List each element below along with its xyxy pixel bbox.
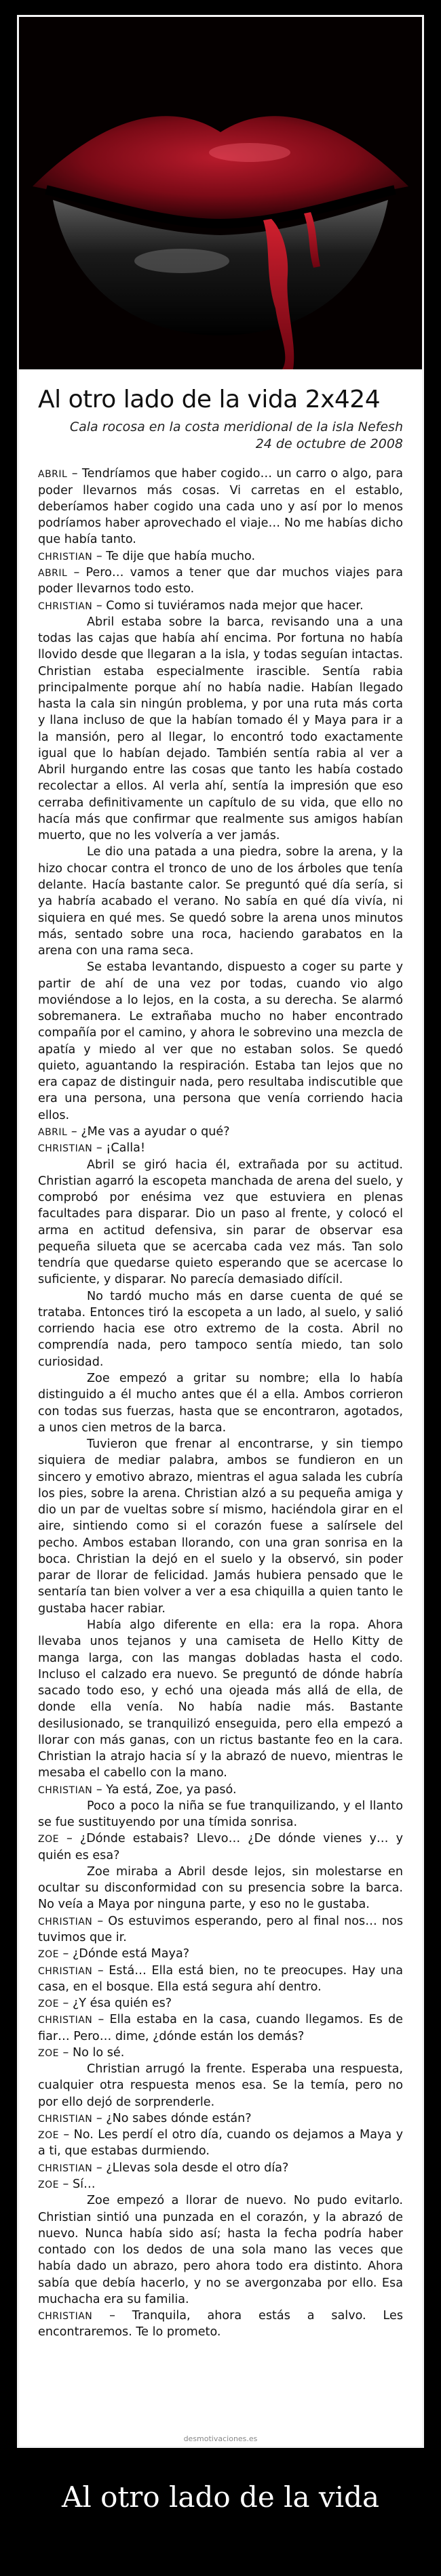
paragraph-text: Había algo diferente en ella: era la ropa. Ahora llevaba unos tejanos y una camiseta de Hello Kitty de manga larga, con las mangas dobladas hasta el codo. Incluso el calzado era nuevo. Se preguntó de dónde habría sacado todo eso, y echó una ojeada más allá de ella, de donde ella venía. No había nadie más. Bastante desilusionado, se tranquilizó enseguida, pero ella empezó a llorar con más ganas, con un rictus bastante feo en la cara. Christian la atrajo hacia sí y la abrazó de nuevo, mientras le mesaba el cabello con la mano. [38,1618,403,1780]
dialogue-line: CHRISTIAN – ¡Calla! [38,1141,145,1156]
dialogue-line: ABRIL – Tendríamos que haber cogido… un carro o algo, para poder llevarnos más cosas. Vi carretas en el establo, deberíamos haber cogido una cada uno y así por lo menos podríamos haber aprovechado el viaje… No me habías dicho que había tanto. [38,467,403,547]
dialogue-line: CHRISTIAN – Os estuvimos esperando, pero al final nos… nos tuvimos que ir. [38,1914,403,1945]
paragraph-text: Christian arrugó la frente. Esperaba una respuesta, cualquier otra respuesta menos esa. Se la temía, pero no por ello dejó de sorprenderle. [38,2062,403,2109]
speaker-name: CHRISTIAN [38,2311,93,2323]
story-body [38,466,403,2340]
paragraph-text: Zoe miraba a Abril desde lejos, sin molestarse en ocultar su disconformidad con su presencia sobre la barca. No veía a Maya por ninguna parte, y eso no le gustaba. [38,1864,403,1912]
narrative-paragraph [38,1288,403,1370]
speaker-name: ABRIL [38,1127,68,1138]
speaker-name: CHRISTIAN [38,1916,93,1927]
dialogue-line: ZOE – ¿Dónde estabais? Llevo… ¿De dónde vienes y… y quién es esa? [38,1832,403,1862]
speaker-name: CHRISTIAN [38,551,93,563]
dialogue-line: ZOE – ¿Dónde está Maya? [38,1947,190,1961]
narrative-paragraph [38,614,403,844]
paragraph-text: Ya está, Zoe, ya pasó. [106,1782,237,1797]
speaker-name: ZOE [38,2130,59,2142]
paragraph-text: Tendríamos que haber cogido… un carro o algo, para poder llevarnos más cosas. Vi carretas en el establo, deberíamos haber cogido una cada uno y así por lo menos podríamos haber aprovechado el viaje… No me habías dicho que había tanto. [38,467,403,547]
speaker-name: CHRISTIAN [38,2163,93,2174]
post-subtitle [38,419,403,452]
paragraph-text: ¿Me vas a ayudar o qué? [81,1125,230,1139]
paragraph-text: Ella estaba en la casa, cuando llegamos. Es de fiar… Pero… dime, ¿dónde están los demás? [38,2013,403,2043]
paragraph-text: ¿Y ésa quién es? [72,1997,172,2011]
speaker-name: CHRISTIAN [38,1965,93,1977]
paragraph-text: Zoe empezó a llorar de nuevo. No pudo evitarlo. Christian sintió una punzada en el corazón, y la abrazó de nuevo. Nunca había sido así; hasta la fecha podría haber contado con los dedos de una sola mano las veces que había dado un abrazo, pero ahora todo era distinto. Ahora sabía que debía hacerlo, y no se avergonzaba por ello. Esa muchacha era su familia. [38,2194,403,2306]
speaker-name: CHRISTIAN [38,600,93,612]
narrative-paragraph [38,1157,403,1288]
lips-photo [19,17,422,369]
paragraph-text: Poco a poco la niña se fue tranquilizando, y el llanto se fue sustituyendo por una tímida sonrisa. [38,1799,403,1830]
narrative-paragraph [38,959,403,1124]
speaker-name: CHRISTIAN [38,2015,93,2026]
paragraph-text: Le dio una patada a una piedra, sobre la arena, y la hizo chocar contra el tronco de uno de los árboles que tenía delante. Hacía bastante calor. Se preguntó qué día sería, si ya habría acabado el verano. No sabía en qué día vivía, ni siquiera en qué mes. Se quedó sobre la arena unos minutos más, sentado sobre una roca, haciendo garabatos en la arena con una rama seca. [38,845,403,958]
speaker-name: CHRISTIAN [38,1784,93,1796]
narrative-paragraph [38,844,403,959]
dialogue-line: ZOE – No. Les perdí el otro día, cuando os dejamos a Maya y a ti, que estabas durmiendo. [38,2128,403,2159]
dialogue-line: ZOE – ¿Y ésa quién es? [38,1997,172,2011]
dialogue-line: CHRISTIAN – Te dije que había mucho. [38,549,256,563]
paragraph-text: ¿Dónde está Maya? [72,1947,190,1961]
paragraph-text: Te dije que había mucho. [106,549,256,563]
dialogue-line: CHRISTIAN – Está… Ella está bien, no te preocupes. Hay una casa, en el bosque. Ella está segura ahí dentro. [38,1963,403,1994]
paragraph-text: Zoe empezó a gritar su nombre; ella lo había distinguido a él mucho antes que él a ella. Ambos corrieron con todas sus fuerzas, hasta que se encontraron, agotados, a unos cien metros de la barca. [38,1371,403,1435]
paragraph-text: Pero… vamos a tener que dar muchos viajes para poder llevarnos todo esto. [38,565,403,596]
narrative-paragraph [38,2192,403,2308]
dialogue-line: CHRISTIAN – Ella estaba en la casa, cuando llegamos. Es de fiar… Pero… dime, ¿dónde están los demás? [38,2013,403,2043]
paragraph-text: ¿Dónde estabais? Llevo… ¿De dónde vienes y… y quién es esa? [38,1832,403,1862]
caption: Al otro lado de la vida [62,2480,379,2514]
paragraph-text: Abril se giró hacia él, extrañada por su actitud. Christian agarró la escopeta manchada de arena del suelo, y comprobó por enésima vez que estuviera en plenas facultades para disparar. Dio un paso al frente, y colocó el arma en actitud defensiva, sin parar de observar esa pequeña silueta que se acercaba cada vez más. Tan solo tendría que quedarse quieto esperando que se acercase lo suficiente, y disparar. No parecía demasiado difícil. [38,1158,403,1287]
speaker-name: ZOE [38,1999,59,2010]
dialogue-line: ZOE – Sí… [38,2178,96,2191]
paragraph-text: Sí… [72,2178,96,2191]
paragraph-text: Tuvieron que frenar al encontrarse, y sin tiempo siquiera de mediar palabra, ambos se fundieron en un sincero y emotivo abrazo, mientras el agua salada les cubría los pies, sobre la arena. Christian alzó a su pequeña amiga y dio un par de vueltas sobre sí mismo, haciéndola girar en el aire, sintiendo como si el corazón fuese a salírsele del pecho. Ambos estaban llorando, con una gran sonrisa en la boca. Christian la dejó en el suelo y la observó, sin poder parar de llorar de felicidad. Jamás hubiera pensado que le sentaría tan bien volver a ver a esa chiquilla a quien tanto le gustaba hacer rabiar. [38,1437,403,1616]
paragraph-text: Abril estaba sobre la barca, revisando una a una todas las cajas que había ahí encima. Por fortuna no había llovido desde que llegaran a la isla, y todas seguían intactas. Christian estaba especialmente irascible. Sentía rabia principalmente porque ahí no había nadie. Habían llegado hasta la cala sin ningún problema, y por una ruta más corta y llana incluso de que la habían tomado él y Maya para ir a la mansión, pero al llegar, lo encontró todo exactamente igual que lo habían dejado. También sentía rabia al ver a Abril hurgando entre las cosas que tanto les había costado recolectar a ellos. Al verla ahí, sentía la impresión que eso cerraba definitivamente un capítulo de su vida, que ello no hacía más que confirmar que realmente sus amigos habían muerto, que no les volvería a ver jamás. [38,615,403,843]
location-line: Cala rocosa en la costa meridional de la isla Nefesh [69,420,403,434]
paragraph-text: Os estuvimos esperando, pero al final nos… nos tuvimos que ir. [38,1914,403,1945]
paragraph-text: ¿Llevas sola desde el otro día? [106,2161,289,2175]
paragraph-text: No lo sé. [72,2045,125,2060]
dialogue-line: CHRISTIAN – Como si tuviéramos nada mejor que hacer. [38,598,364,613]
speaker-name: CHRISTIAN [38,2113,93,2125]
paragraph-text: Como si tuviéramos nada mejor que hacer. [106,598,364,613]
speaker-name: ABRIL [38,567,68,579]
paragraph-text: Tranquila, ahora estás a salvo. Les encontraremos. Te lo prometo. [38,2309,403,2339]
dialogue-line: ABRIL – Pero… vamos a tener que dar muchos viajes para poder llevarnos todo esto. [38,565,403,596]
paragraph-text: No. Les perdí el otro día, cuando os dejamos a Maya y a ti, que estabas durmiendo. [38,2128,403,2159]
paragraph-text: ¡Calla! [106,1141,145,1156]
dialogue-line: CHRISTIAN – Ya está, Zoe, ya pasó. [38,1782,237,1797]
narrative-paragraph [38,1370,403,1436]
narrative-paragraph [38,1798,403,1831]
paragraph-text: No tardó mucho más en darse cuenta de qué se trataba. Entonces tiró la escopeta a un lado, al suelo, y salió corriendo hacia ese otro extremo de la costa. Abril no comprendía nada, pero tampoco sentía miedo, tan solo curiosidad. [38,1289,403,1369]
dialogue-line: CHRISTIAN – ¿Llevas sola desde el otro día? [38,2161,289,2175]
poster-frame [17,15,424,2448]
paragraph-text: Está… Ella está bien, no te preocupes. Hay una casa, en el bosque. Ella está segura ahí dentro. [38,1963,403,1994]
speaker-name: ZOE [38,2180,59,2190]
lips-illustration [19,17,422,369]
paragraph-text: Se estaba levantando, dispuesto a coger su parte y partir de ahí de una vez por todas, cuando vio algo moviéndose a lo lejos, en la costa, a su derecha. Se alarmó sobremanera. Le extrañaba mucho no haber encontrado compañía por el camino, y ahora le sobrevino una mezcla de apatía y miedo al ver que no estaban solos. Se quedó quieto, aguantando la respiración. Estaba tan lejos que no era capaz de distinguir nada, pero resultaba indiscutible que era una persona, una persona que venía corriendo hacia ellos. [38,960,403,1122]
speaker-name: CHRISTIAN [38,1143,93,1155]
post-title: Al otro lado de la vida 2x424 [38,386,381,413]
dialogue-line: CHRISTIAN – ¿No sabes dónde están? [38,2111,252,2125]
narrative-paragraph [38,1864,403,1913]
speaker-name: ZOE [38,1834,59,1845]
dialogue-line: ABRIL – ¿Me vas a ayudar o qué? [38,1125,230,1139]
speaker-name: ZOE [38,1949,59,1961]
date-line: 24 de octubre de 2008 [255,436,403,451]
narrative-paragraph [38,1436,403,1617]
dialogue-line: CHRISTIAN – Tranquila, ahora estás a salvo. Les encontraremos. Te lo prometo. [38,2309,403,2339]
watermark: desmotivaciones.es [183,2434,258,2443]
speaker-name: ABRIL [38,469,68,481]
paragraph-text: ¿No sabes dónde están? [106,2111,252,2125]
narrative-paragraph [38,1617,403,1782]
dialogue-line: ZOE – No lo sé. [38,2045,125,2060]
speaker-name: ZOE [38,2047,59,2059]
narrative-paragraph [38,2061,403,2110]
